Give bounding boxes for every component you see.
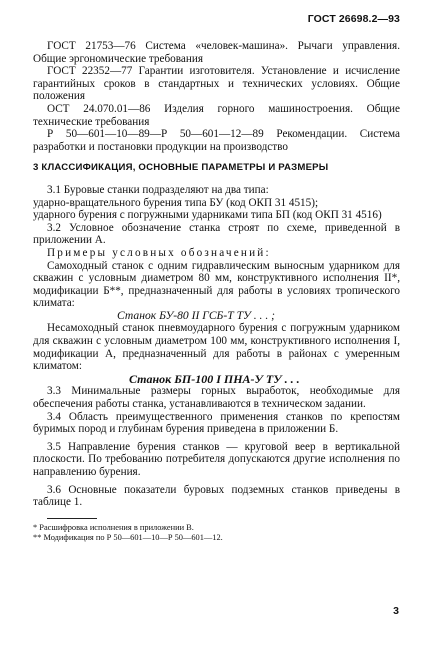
example-1-description: Самоходный станок с одним гидравлическим выносным ударником для скважин с условным диаметром 80 мм, конструктивного исполнения II*, модификации Б**, предназначенный для работы в условиях тропического климата: xyxy=(33,259,400,310)
document-body xyxy=(33,40,400,544)
footnote-2: ** Модификация по Р 50—601—10—Р 50—601—12. xyxy=(33,533,223,543)
paragraph-3-4: 3.4 Область преимущественного применения станков по крепостям буримых пород и глубинам бурения приведена в приложении Б. xyxy=(33,410,400,436)
reference-r-50: Р 50—601—10—89—Р 50—601—12—89 Рекомендации. Система разработки и постановки продукции на производство xyxy=(33,128,400,153)
example-1-designation: Станок БУ-80 II ГСБ-Т ТУ . . . ; xyxy=(117,308,275,322)
paragraph-3-1-type-bu: ударно-вращательного бурения типа БУ (код ОКП 31 4515); xyxy=(33,196,319,209)
reference-gost-22352: ГОСТ 22352—77 Гарантии изготовителя. Установление и исчисление гарантийных сроков в стандартных и технических условиях. Общие положения xyxy=(33,65,400,103)
example-2-description: Несамоходный станок пневмоударного бурения с погружным ударником для скважин с условным диаметром 100 мм, конструктивного исполнения I, модификации А, предназначенный для работы в районах с умеренным климатом: xyxy=(33,322,400,373)
paragraph-3-1-type-bp: ударного бурения с погружными ударниками типа БП (код ОКП 31 4516) xyxy=(33,209,382,222)
page-number: 3 xyxy=(393,605,399,617)
paragraph-3-1: 3.1 Буровые станки подразделяют на два типа: xyxy=(47,183,269,196)
paragraph-3-3: 3.3 Минимальные размеры горных выработок, необходимые для обеспечения работы станка, устанавливаются в техническом задании. xyxy=(33,385,400,411)
paragraph-3-6: 3.6 Основные показатели буровых подземных станков приведены в таблице 1. xyxy=(33,483,400,509)
reference-ost-24: ОСТ 24.070.01—86 Изделия горного машиностроения. Общие технические требования xyxy=(33,102,400,128)
document-header: ГОСТ 26698.2—93 xyxy=(307,13,400,25)
paragraph-3-2: 3.2 Условное обозначение станка строят по схеме, приведенной в приложении А. xyxy=(33,221,400,247)
example-2-designation: Станок БП-100 I ПНА-У ТУ . . . xyxy=(129,371,300,386)
reference-gost-21753: ГОСТ 21753—76 Система «человек-машина». Рычаги управления. Общие эргономические требования xyxy=(33,40,400,65)
section-title: 3 КЛАССИФИКАЦИЯ, ОСНОВНЫЕ ПАРАМЕТРЫ И РАЗМЕРЫ xyxy=(33,162,329,174)
paragraph-3-5: 3.5 Направление бурения станков — круговой веер в вертикальной плоскости. По требованию потребителя допускаются другие исполнения по направлению бурения. xyxy=(33,440,400,478)
footnote-divider xyxy=(47,518,97,519)
footnote-1: * Расшифровка исполнения в приложении В. xyxy=(33,522,194,532)
examples-heading: Примеры условных обозначений: xyxy=(47,246,271,259)
